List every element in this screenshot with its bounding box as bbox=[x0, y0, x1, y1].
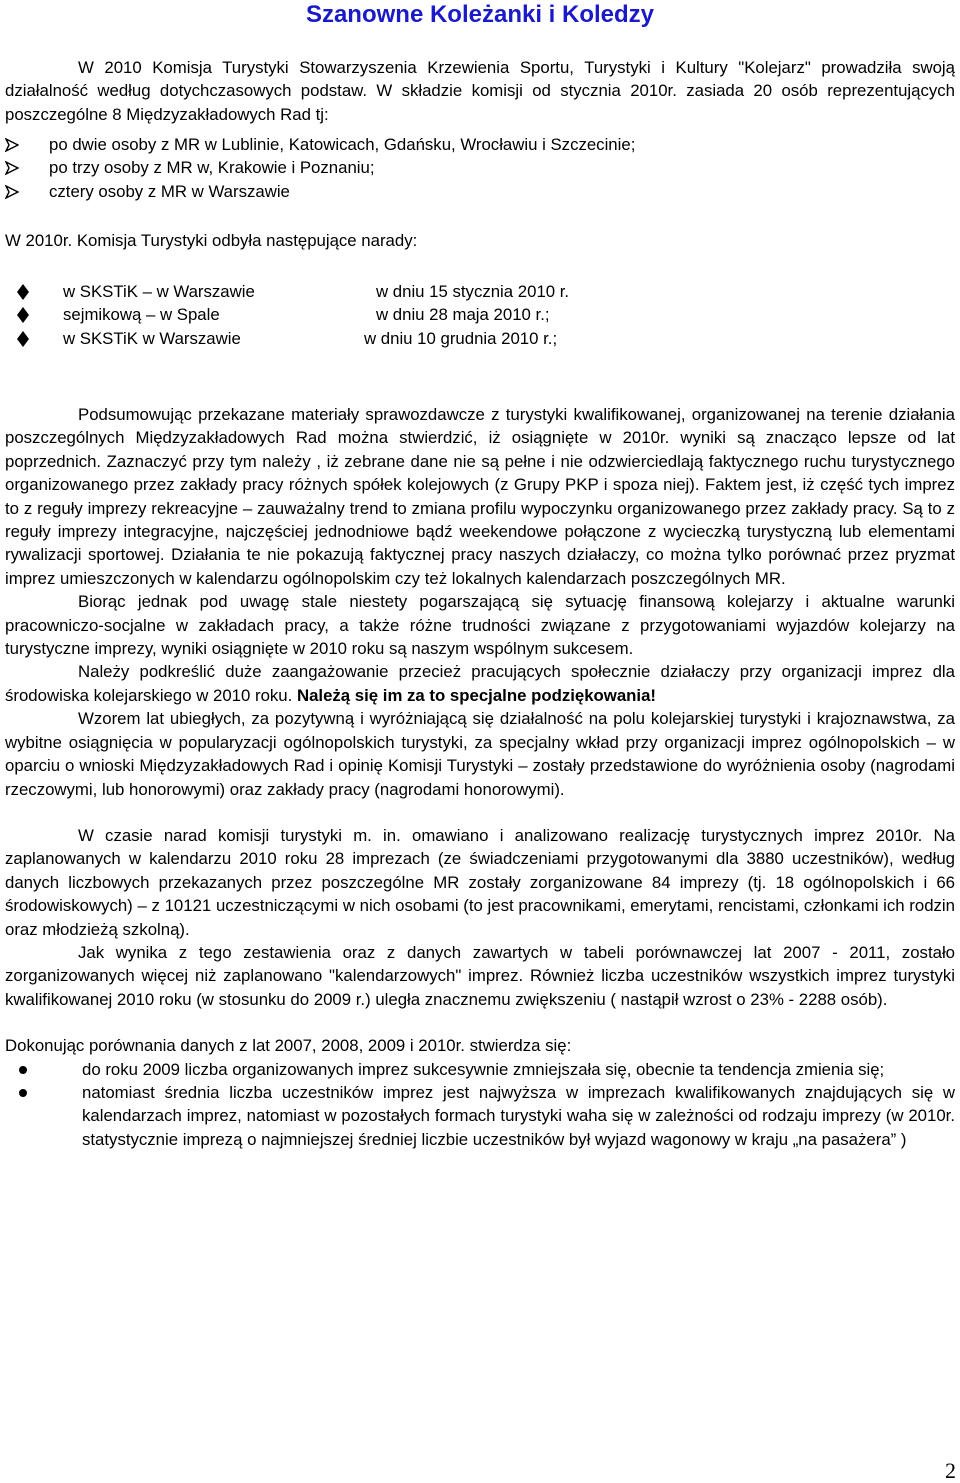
summary-paragraph: Podsumowując przekazane materiały sprawozdawcze z turystyki kwalifikowanej, organizowanej na terenie działania poszczególnych Międzyzakładowych Rad można stwierdzić, iż osiągnięte w 2010r. wyniki są znacząco lepsze od lat poprzednich. Zaznaczyć przy tym należy , iż zebrane dane nie są pełne i nie odzwierciedlają faktycznego ruchu turystycznego organizowanego przez zakłady pracy różnych spółek kolejowych (z Grupy PKP i spoza niej). Faktem jest, iż część tych imprez to z reguły imprezy rekreacyjne – zauważalny trend to zmiana profilu wypoczynku organizowanego przez zakłady pracy. Są to z reguły imprezy integracyjne, najczęściej jednodniowe bądź weekendowe połączone z wycieczką turystyczną lub elementami rywalizacji sportowej. Działania te nie pokazują faktycznej pracy naszych działaczy, co można tylko porównać przez pryzmat imprez umieszczonych w kalendarzu ogólnopolskim czy też lokalnych kalendarzach poszczególnych MR. bbox=[5, 405, 955, 588]
compare-item bbox=[5, 1081, 955, 1151]
awards-paragraph: Wzorem lat ubiegłych, za pozytywną i wyróżniającą się działalność na polu kolejarskiej turystyki i krajoznawstwa, za wybitne osiągnięcia w popularyzacji ogólnopolskich turystyki, za specjalny wkład przy organizacji imprez ogólnopolskich – w oparciu o wnioski Międzyzakładowych Rad i opinię Komisji Turystyki – zostały przedstawione do wyróżnienia osoby (nagrodami rzeczowymi, lub honorowymi) oraz zakłady pracy (nagrodami honorowymi). bbox=[5, 709, 955, 799]
bullet-dot-icon bbox=[19, 1066, 27, 1074]
arrow-bullet-icon bbox=[5, 138, 19, 152]
compare-item-text: natomiast średnia liczba uczestników imprez jest najwyższa w imprezach kwalifikowanych znajdujących się w kalendarzach imprez, natomiast w pozostałych formach turystyki waha się w zależności od rodzaju imprezy (w 2010r. statystycznie imprezą o najmniejszej średniej liczbie uczestników był wyjazd wagonowy w kraju „na pasażera” ) bbox=[82, 1082, 955, 1149]
meeting-date: w dniu 28 maja 2010 r.; bbox=[376, 305, 550, 325]
member-text: cztery osoby z MR w Warszawie bbox=[49, 181, 290, 201]
member-text: po trzy osoby z MR w, Krakowie i Poznaniu; bbox=[49, 158, 375, 178]
list-item bbox=[5, 303, 955, 326]
meeting-place: w SKSTiK – w Warszawie bbox=[63, 282, 255, 301]
members-list bbox=[5, 133, 955, 203]
thanks-paragraph bbox=[5, 660, 955, 707]
summary-section bbox=[5, 403, 955, 1151]
meetings-heading: W 2010r. Komisja Turystyki odbyła następujące narady: bbox=[5, 231, 418, 250]
diamond-bullet-icon bbox=[17, 284, 29, 300]
meeting-place: w SKSTiK w Warszawie bbox=[63, 328, 241, 348]
list-item bbox=[5, 180, 955, 203]
meetings-list bbox=[5, 280, 955, 350]
list-item bbox=[5, 280, 955, 303]
meetings-analysis-paragraph: W czasie narad komisji turystyki m. in. omawiano i analizowano realizację turystycznych imprez 2010r. Na zaplanowanych w kalendarzu 2010 roku 28 imprezach (ze świadczeniami przygotowanymi dla 3880 uczestników), według danych liczbowych przekazanych przez poszczególne MR zostały zorganizowane 84 imprezy (tj. 18 ogólnopolskich i 66 środowiskowych) – z 10121 uczestniczącymi w nich osobami (to jest pracownikami, emerytami, rencistami, członkami ich rodzin oraz młodzieżą szkolną). bbox=[5, 825, 955, 939]
list-item bbox=[5, 133, 955, 156]
member-text: po dwie osoby z MR w Lublinie, Katowicach, Gdańsku, Wrocławiu i Szczecinie; bbox=[49, 135, 636, 154]
meeting-place: sejmikową – w Spale bbox=[63, 305, 220, 325]
list-item bbox=[5, 156, 955, 179]
finance-paragraph: Biorąc jednak pod uwagę stale niestety pogarszającą się sytuację finansową kolejarzy i aktualne warunki pracowniczo-socjalne w zakładach pracy, a także różne trudności związane z przygotowaniami wyjazdów kolejarzy na turystyczne imprezy, wyniki osiągnięte w 2010 roku są naszym wspólnym sukcesem. bbox=[5, 592, 955, 659]
compare-item bbox=[5, 1058, 955, 1081]
comparison-paragraph: Jak wynika z tego zestawienia oraz z danych zawartych w tabeli porównawczej lat 2007 - 2011, zostało zorganizowanych więcej niż zaplanowano "kalendarzowych" imprez. Również liczba uczestników wszystkich imprez turystyki kwalifikowanej 2010 roku (w stosunku do 2009 r.) uległa znacznemu zwiększeniu ( nastąpił wzrost o 23% - 2288 osób). bbox=[5, 942, 955, 1009]
list-item bbox=[5, 327, 955, 350]
compare-item-text: do roku 2009 liczba organizowanych imprez sukcesywnie zmniejszała się, obecnie ta tendencja zmienia się; bbox=[82, 1059, 885, 1079]
arrow-bullet-icon bbox=[5, 161, 19, 175]
thanks-text: Należy podkreślić duże zaangażowanie przecież pracujących społecznie działaczy przy organizacji imprez dla środowiska kolejarskiego w 2010 roku. bbox=[5, 662, 955, 705]
diamond-bullet-icon bbox=[17, 331, 29, 347]
arrow-bullet-icon bbox=[5, 185, 19, 199]
page-title: Szanowne Koleżanki i Koledzy bbox=[305, 1, 655, 28]
diamond-bullet-icon bbox=[17, 307, 29, 323]
meeting-date: w dniu 10 grudnia 2010 r.; bbox=[364, 328, 558, 348]
page-number: 2 bbox=[945, 1458, 956, 1483]
meeting-date: w dniu 15 stycznia 2010 r. bbox=[376, 282, 570, 301]
bullet-dot-icon bbox=[19, 1089, 27, 1097]
intro-paragraph: W 2010 Komisja Turystyki Stowarzyszenia Krzewienia Sportu, Turystyki i Kultury "Kolejarz" prowadziła swoją działalność według dotychczasowych podstaw. W składzie komisji od stycznia 2010r. zasiada 20 osób reprezentujących poszczególne 8 Międzyzakładowych Rad tj: bbox=[5, 58, 955, 124]
thanks-bold: Należą się im za to specjalne podziękowania! bbox=[296, 685, 657, 705]
compare-heading: Dokonując porównania danych z lat 2007, 2008, 2009 i 2010r. stwierdza się: bbox=[5, 1036, 572, 1056]
